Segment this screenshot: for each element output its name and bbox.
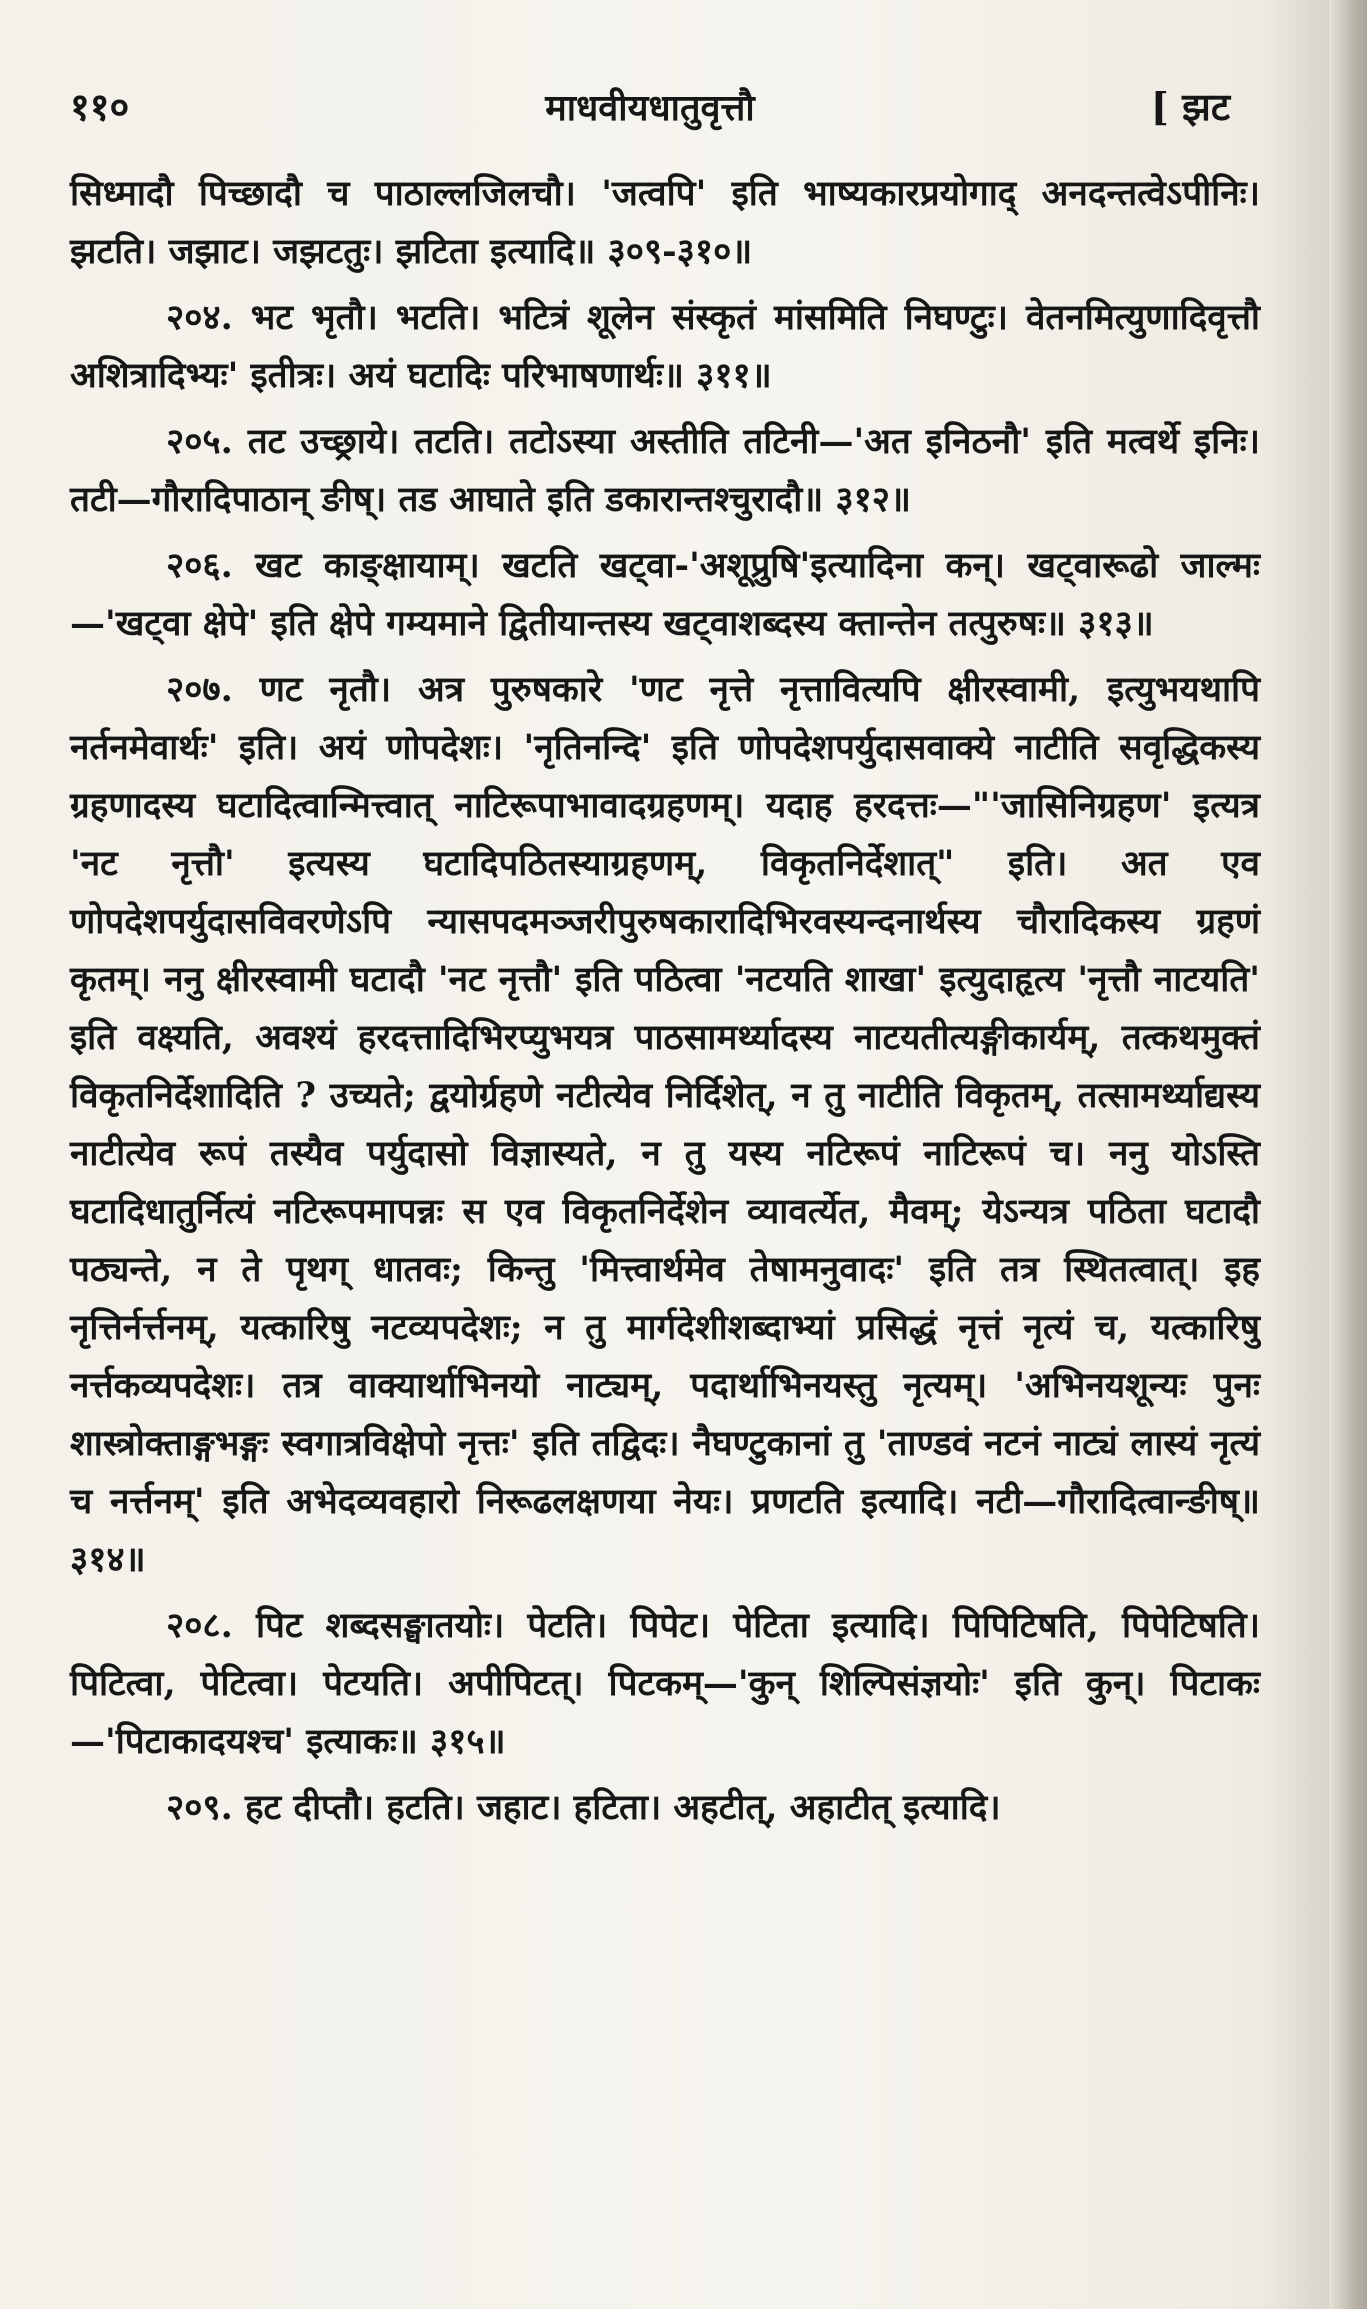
body-text (70, 165, 1260, 1845)
page-number: ११० (70, 84, 130, 129)
paragraph-5: २०७. णट नृतौ। अत्र पुरुषकारे 'णट नृत्ते नृत्तावित्यपि क्षीरस्वामी, इत्युभयथापि नर्तनमेवार्थः' इति। अयं णोपदेशः। 'नृतिनन्दि' इति णोपदेशपर्युदासवाक्ये नाटीति सवृद्धिकस्य ग्रहणादस्य घटादित्वान्मित्त्वात् नाटिरूपाभावादग्रहणम्। यदाह हरदत्तः—"'जासिनिग्रहण' इत्यत्र 'नट नृत्तौ' इत्यस्य घटादिपठितस्याग्रहणम्, विकृतनिर्देशात्" इति। अत एव णोपदेशपर्युदासविवरणेऽपि न्यासपदमञ्जरीपुरुषकारादिभिरवस्यन्दनार्थस्य चौरादिकस्य ग्रहणं कृतम्। ननु क्षीरस्वामी घटादौ 'नट नृत्तौ' इति पठित्वा 'नटयति शाखा' इत्युदाहृत्य 'नृत्तौ नाटयति' इति वक्ष्यति, अवश्यं हरदत्तादिभिरप्युभयत्र पाठसामर्थ्यादस्य नाटयतीत्यङ्गीकार्यम्, तत्कथमुक्तं विकृतनिर्देशादिति ? उच्यते; द्वयोर्ग्रहणे नटीत्येव निर्दिशेत्, न तु नाटीति विकृतम्, तत्सामर्थ्याद्यस्य नाटीत्येव रूपं तस्यैव पर्युदासो विज्ञास्यते, न तु यस्य नटिरूपं नाटिरूपं च। ननु योऽस्ति घटादिधातुर्नित्यं नटिरूपमापन्नः स एव विकृतनिर्देशेन व्यावर्त्येत, मैवम्; येऽन्यत्र पठिता घटादौ पठ्यन्ते, न ते पृथग् धातवः; किन्तु 'मित्त्वार्थमेव तेषामनुवादः' इति तत्र स्थितत्वात्। इह नृत्तिर्नर्त्तनम्, यत्कारिषु नटव्यपदेशः; न तु मार्गदेशीशब्दाभ्यां प्रसिद्धं नृत्तं नृत्यं च, यत्कारिषु नर्त्तकव्यपदेशः। तत्र वाक्यार्थाभिनयो नाट्यम्, पदार्थाभिनयस्तु नृत्यम्। 'अभिनयशून्यः पुनः शास्त्रोक्ताङ्गभङ्गः स्वगात्रविक्षेपो नृत्तः' इति तद्विदः। नैघण्टुकानां तु 'ताण्डवं नटनं नाट्यं लास्यं नृत्यं च नर्त्तनम्' इति अभेदव्यवहारो निरूढलक्षणया नेयः। प्रणटति इत्यादि। नटी—गौरादित्वान्ङीष्॥ ३१४॥ (70, 669, 1260, 1580)
paragraph-2: २०४. भट भृतौ। भटति। भटित्रं शूलेन संस्कृतं मांसमिति निघण्टुः। वेतनमित्युणादिवृत्तौ अशित्रादिभ्यः' इतीत्रः। अयं घटादिः परिभाषणार्थः॥ ३११॥ (70, 297, 1260, 396)
paragraph-6: २०८. पिट शब्दसङ्घातयोः। पेटति। पिपेट। पेटिता इत्यादि। पिपिटिषति, पिपेटिषति। पिटित्वा, पेटित्वा। पेटयति। अपीपिटत्। पिटकम्—'कुन् शिल्पिसंज्ञयोः' इति कुन्। पिटाकः—'पिटाकादयश्च' इत्याकः॥ ३१५॥ (70, 1605, 1260, 1762)
paragraph-3: २०५. तट उच्छ्राये। तटति। तटोऽस्या अस्तीति तटिनी—'अत इनिठनौ' इति मत्वर्थे इनिः। तटी—गौरादिपाठान् ङीष्। तड आघाते इति डकारान्तश्चुरादौ॥ ३१२॥ (70, 421, 1260, 520)
paragraph-7: २०९. हट दीप्तौ। हटति। जहाट। हटिता। अहटीत्, अहाटीत् इत्यादि। (166, 1787, 1001, 1828)
running-header (70, 80, 1230, 140)
paragraph-1: सिध्मादौ पिच्छादौ च पाठाल्लजिलचौ। 'जत्वपि' इति भाष्यकारप्रयोगाद् अनदन्तत्वेऽपीनिः। झटति। जझाट। जझटतुः। झटिता इत्यादि॥ ३०९-३१०॥ (70, 173, 1260, 272)
section-marker: [ झट (1150, 84, 1230, 129)
running-title: माधवीयधातुवृत्तौ (545, 87, 755, 129)
book-spine-shadow (1329, 0, 1367, 2309)
paragraph-4: २०६. खट काङ्क्षायाम्। खटति खट्वा-'अशूप्रुषि'इत्यादिना कन्। खट्वारूढो जाल्मः—'खट्वा क्षेपे' इति क्षेपे गम्यमाने द्वितीयान्तस्य खट्वाशब्दस्य क्तान्तेन तत्पुरुषः॥ ३१३॥ (70, 545, 1260, 644)
